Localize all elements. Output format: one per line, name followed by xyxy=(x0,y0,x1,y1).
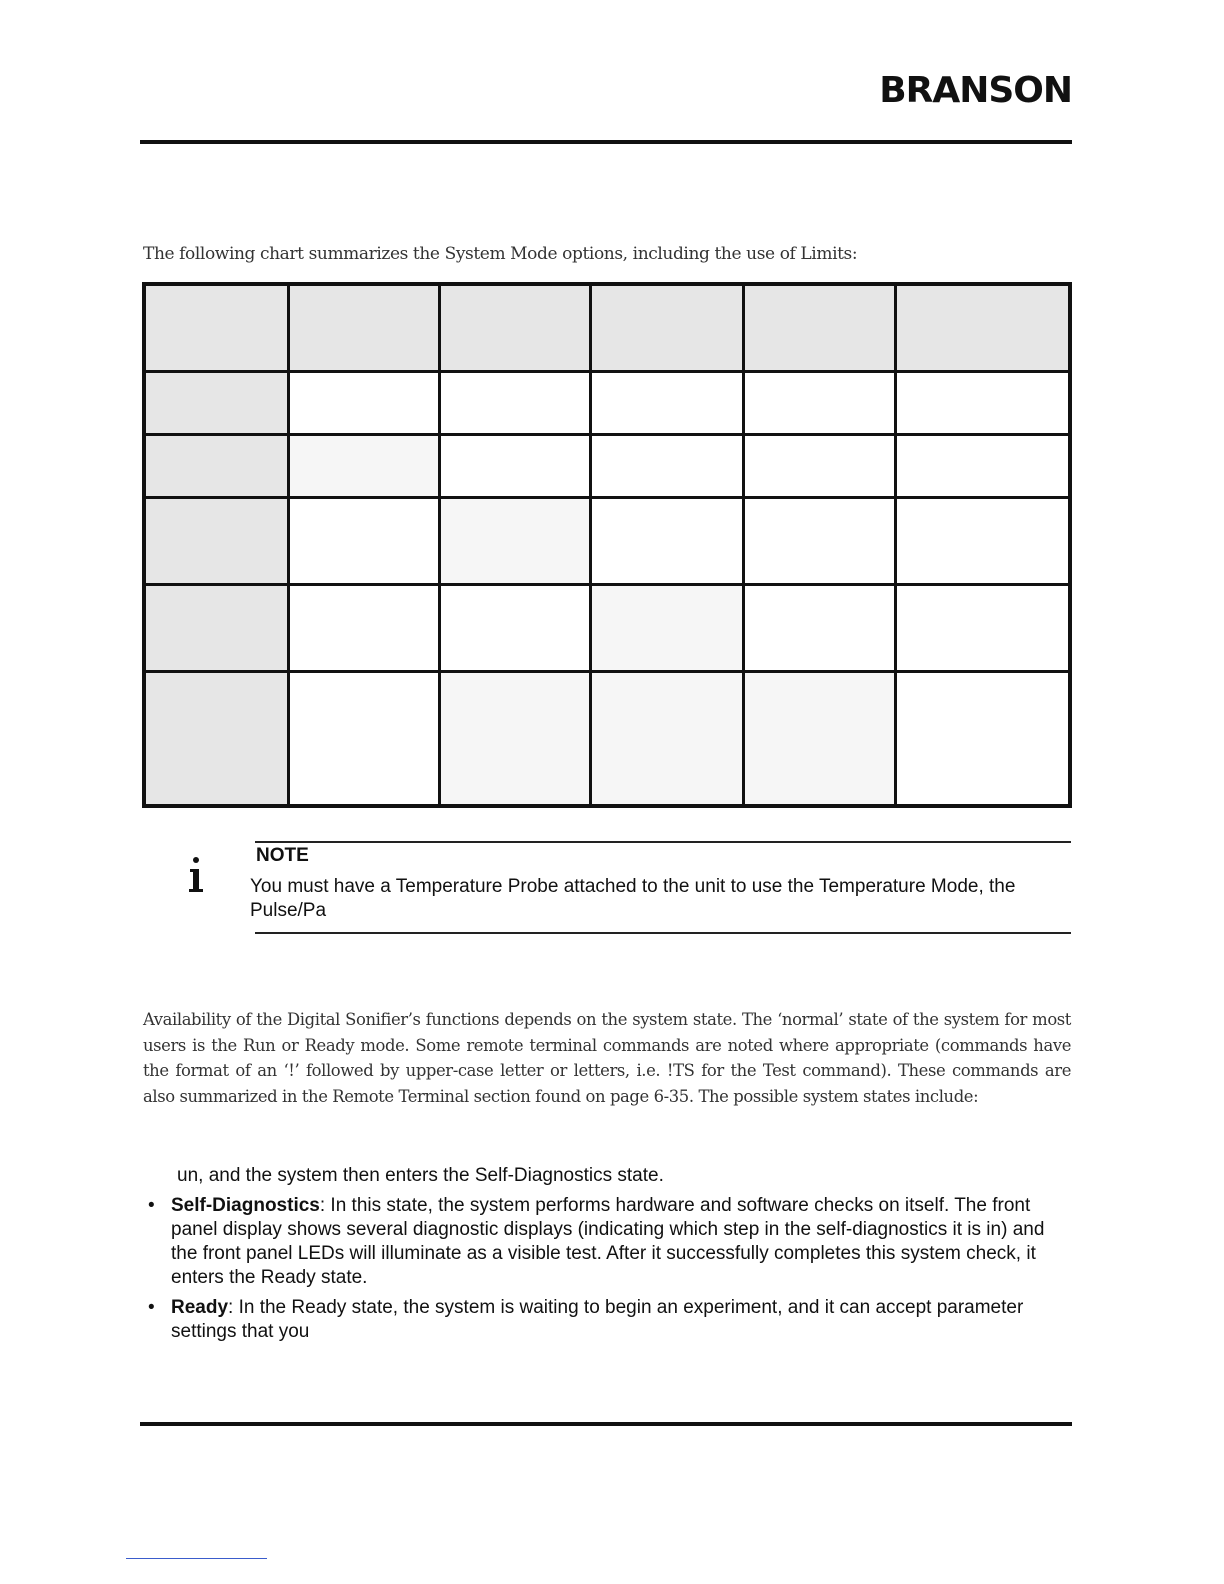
table-cell xyxy=(289,284,440,371)
table-cell xyxy=(896,584,1071,671)
table-cell xyxy=(440,671,591,806)
table-row xyxy=(144,671,1070,806)
table-cell xyxy=(591,371,744,434)
table-row xyxy=(144,434,1070,497)
truncated-line: un, and the system then enters the Self-Diagnostics state. xyxy=(177,1165,664,1186)
table-cell xyxy=(896,284,1071,371)
table-header-row xyxy=(144,284,1070,371)
footer-rule xyxy=(140,1422,1072,1426)
table-cell xyxy=(896,671,1071,806)
table-cell xyxy=(144,434,289,497)
table-cell xyxy=(440,371,591,434)
table-cell xyxy=(144,284,289,371)
info-icon xyxy=(186,851,206,901)
state-term: Self-Diagnostics xyxy=(171,1195,320,1216)
table-row xyxy=(144,371,1070,434)
table-cell xyxy=(144,671,289,806)
note-bottom-rule xyxy=(255,932,1071,934)
chart-intro: The following chart summarizes the System Mode options, including the use of Limits: xyxy=(143,244,858,264)
table-cell xyxy=(591,434,744,497)
system-states-paragraph: Availability of the Digital Sonifier’s functions depends on the system state. The ‘normal’ state of the system for most users is the Run or Ready mode. Some remote terminal commands are noted where appropriate (commands have the format of an ‘!’ followed by upper-case letter or letters, i.e. !TS for the Test command). These commands are also summarized in the Remote Terminal section found on page 6-35. The possible system states include: xyxy=(143,1010,1071,1106)
footer-link-underline[interactable] xyxy=(126,1558,267,1559)
table-cell xyxy=(440,497,591,584)
list-item xyxy=(146,1194,1068,1290)
table-cell xyxy=(144,584,289,671)
table-cell xyxy=(289,671,440,806)
system-states-list xyxy=(146,1194,1068,1350)
note-title: NOTE xyxy=(256,845,309,866)
table-cell xyxy=(744,671,896,806)
table-cell xyxy=(289,584,440,671)
bullet: • xyxy=(148,1195,155,1216)
table-cell xyxy=(591,584,744,671)
table-cell xyxy=(896,434,1071,497)
state-term: Ready xyxy=(171,1297,229,1318)
table-cell xyxy=(591,671,744,806)
table-row xyxy=(144,497,1070,584)
table-cell xyxy=(289,497,440,584)
table-cell xyxy=(896,371,1071,434)
table-cell xyxy=(744,284,896,371)
table-cell xyxy=(896,497,1071,584)
list-item xyxy=(146,1296,1068,1344)
table-cell xyxy=(744,434,896,497)
note-top-rule xyxy=(255,841,1071,843)
table-cell xyxy=(289,434,440,497)
table-cell xyxy=(591,284,744,371)
note-text: You must have a Temperature Probe attached to the unit to use the Temperature Mode, the Pulse/Pa xyxy=(250,876,1016,921)
table-cell xyxy=(440,284,591,371)
table-cell xyxy=(744,584,896,671)
table-cell xyxy=(144,371,289,434)
table-cell xyxy=(289,371,440,434)
table-cell xyxy=(744,371,896,434)
table-cell xyxy=(440,584,591,671)
state-description: : In the Ready state, the system is waiting to begin an experiment, and it can accept parameter settings that you xyxy=(171,1297,1024,1342)
table-cell xyxy=(440,434,591,497)
table-cell xyxy=(744,497,896,584)
header-rule xyxy=(140,140,1072,144)
bullet: • xyxy=(148,1297,155,1318)
table-row xyxy=(144,584,1070,671)
table-cell xyxy=(591,497,744,584)
branson-logo: BRANSON xyxy=(879,70,1072,111)
table-cell xyxy=(144,497,289,584)
system-mode-table xyxy=(142,282,1072,808)
state-description: : In this state, the system performs hardware and software checks on itself. The front panel display shows several diagnostic displays (indicating which step in the self-diagnostics it is in) and the front panel LEDs will illuminate as a visible test. After it successfully completes this system check, it enters the Ready state. xyxy=(171,1195,1045,1288)
